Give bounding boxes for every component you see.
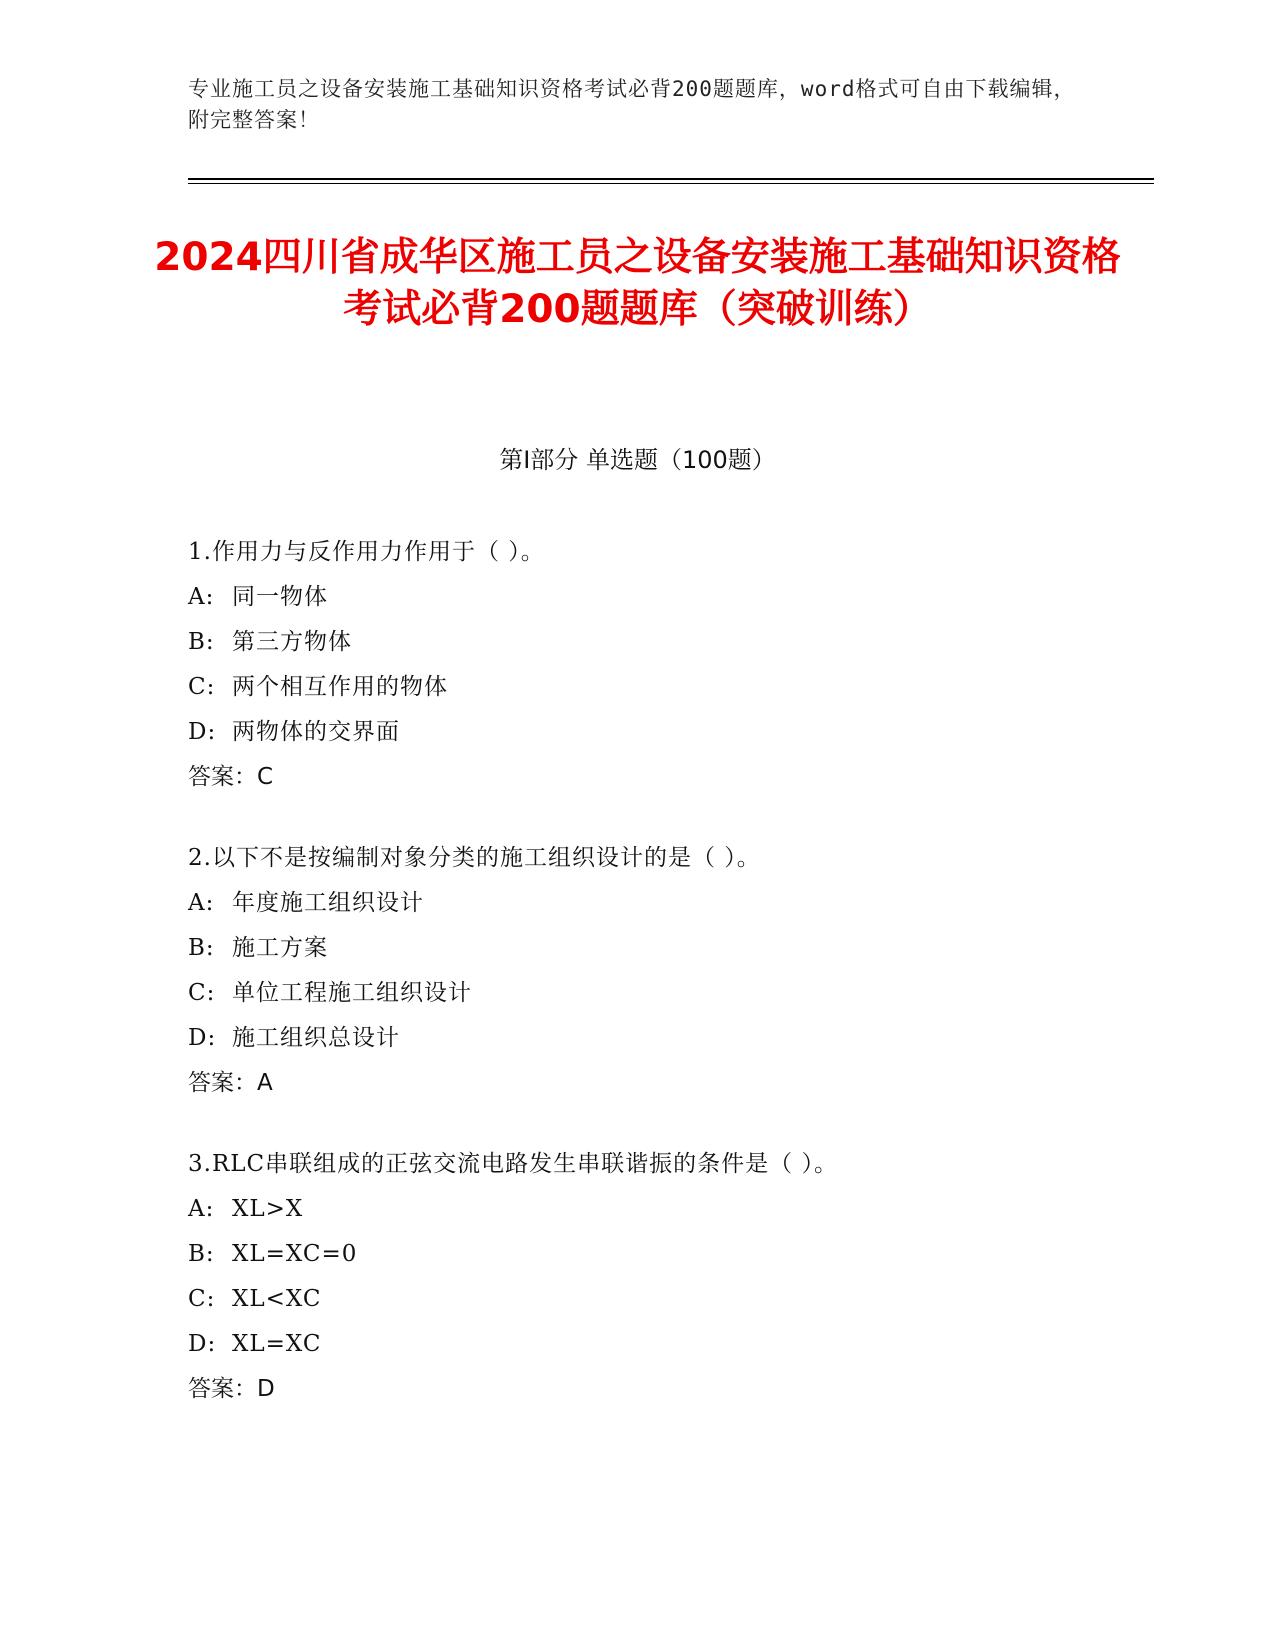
option-text: XL>X [232, 1196, 304, 1222]
option-key: A: [188, 584, 215, 610]
option-a [188, 881, 1148, 926]
option-a [188, 575, 1148, 620]
option-text: 施工组织总设计 [232, 1025, 400, 1051]
option-b [188, 1232, 1148, 1277]
option-text: XL=XC=0 [232, 1241, 358, 1267]
option-a [188, 1187, 1148, 1232]
question-list [188, 530, 1148, 1448]
option-c [188, 665, 1148, 710]
option-text: 年度施工组织设计 [232, 890, 424, 916]
option-key: C: [188, 1286, 216, 1312]
option-d [188, 1016, 1148, 1061]
answer-line: 答案：D [188, 1376, 275, 1402]
option-text: XL<XC [232, 1286, 322, 1312]
option-d [188, 1322, 1148, 1367]
answer-line: 答案：A [188, 1070, 273, 1096]
question-item [188, 836, 1148, 1106]
option-key: A: [188, 890, 215, 916]
document-title: 2024四川省成华区施工员之设备安装施工基础知识资格考试必背200题题库（突破训练） [154, 235, 1121, 332]
header-divider-thin [188, 183, 1154, 184]
option-key: B: [188, 1241, 215, 1267]
option-d [188, 710, 1148, 755]
option-key: A: [188, 1196, 215, 1222]
option-c [188, 971, 1148, 1016]
option-text: 第三方物体 [232, 629, 352, 655]
question-stem: 1.作用力与反作用力作用于（ ）。 [188, 539, 545, 565]
option-text: 施工方案 [232, 935, 328, 961]
option-c [188, 1277, 1148, 1322]
question-stem: 2.以下不是按编制对象分类的施工组织设计的是（ ）。 [188, 845, 761, 871]
question-item [188, 530, 1148, 800]
header-divider-thick [188, 178, 1154, 180]
question-item [188, 1142, 1148, 1412]
question-stem: 3.RLC串联组成的正弦交流电路发生串联谐振的条件是（ ）。 [188, 1151, 838, 1177]
section-heading: 第I部分 单选题（100题） [499, 446, 776, 474]
option-b [188, 926, 1148, 971]
option-key: C: [188, 980, 216, 1006]
option-text: 两个相互作用的物体 [232, 674, 448, 700]
answer-line: 答案：C [188, 764, 274, 790]
option-text: 同一物体 [232, 584, 328, 610]
header-note: 专业施工员之设备安装施工基础知识资格考试必背200题题库，word格式可自由下载编辑，附完整答案！ [188, 77, 1076, 132]
option-key: B: [188, 629, 215, 655]
option-b [188, 620, 1148, 665]
option-key: C: [188, 674, 216, 700]
option-key: D: [188, 719, 217, 745]
option-key: D: [188, 1025, 217, 1051]
option-text: 单位工程施工组织设计 [232, 980, 472, 1006]
option-key: D: [188, 1331, 217, 1357]
option-text: XL=XC [232, 1331, 322, 1357]
option-text: 两物体的交界面 [232, 719, 400, 745]
option-key: B: [188, 935, 215, 961]
